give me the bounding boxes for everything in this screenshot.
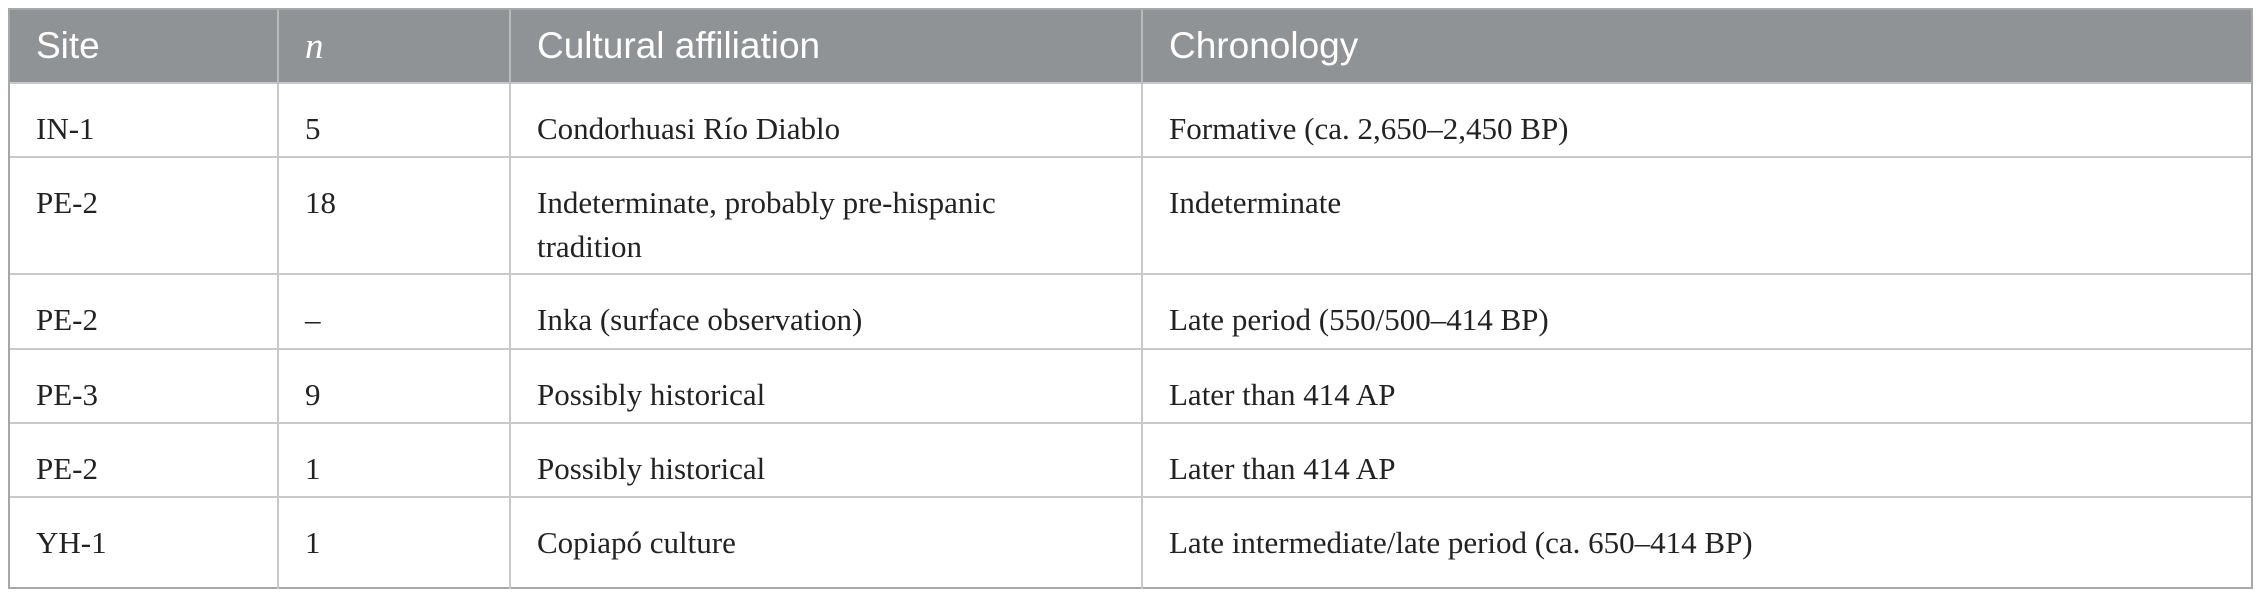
cell-n: 18: [278, 157, 510, 274]
cell-cultural: Condorhuasi Río Diablo: [510, 83, 1142, 157]
table-row: [10, 274, 2251, 349]
data-table-container: [8, 8, 2253, 589]
cell-site: IN-1: [10, 83, 278, 157]
cell-chronology: Late period (550/500–414 BP): [1142, 274, 2251, 349]
table-row: [10, 83, 2251, 157]
cell-chronology: Later than 414 AP: [1142, 423, 2251, 497]
cell-n: 1: [278, 423, 510, 497]
cell-cultural: Inka (surface observation): [510, 274, 1142, 349]
cell-chronology: Indeterminate: [1142, 157, 2251, 274]
cell-site: PE-2: [10, 157, 278, 274]
cell-cultural: Indeterminate, probably pre-hispanic tradition: [510, 157, 1142, 274]
header-cultural-affiliation: Cultural affiliation: [510, 10, 1142, 83]
table-row: [10, 349, 2251, 423]
table-row: [10, 497, 2251, 589]
cell-n: –: [278, 274, 510, 349]
header-chronology: Chronology: [1142, 10, 2251, 83]
cell-site: PE-2: [10, 274, 278, 349]
cell-chronology: Later than 414 AP: [1142, 349, 2251, 423]
header-row: [10, 10, 2251, 83]
cell-site: PE-2: [10, 423, 278, 497]
cell-cultural: Possibly historical: [510, 423, 1142, 497]
cell-n: 1: [278, 497, 510, 589]
header-n: n: [278, 10, 510, 83]
table-row: [10, 423, 2251, 497]
cell-chronology: Late intermediate/late period (ca. 650–414 BP): [1142, 497, 2251, 589]
header-site: Site: [36, 25, 100, 66]
cell-n: 9: [278, 349, 510, 423]
cell-cultural: Copiapó culture: [510, 497, 1142, 589]
cell-site: PE-3: [10, 349, 278, 423]
data-table: [10, 10, 2251, 589]
cell-chronology: Formative (ca. 2,650–2,450 BP): [1142, 83, 2251, 157]
cell-n: 5: [278, 83, 510, 157]
cell-cultural: Possibly historical: [510, 349, 1142, 423]
table-row: [10, 157, 2251, 274]
cell-site: YH-1: [10, 497, 278, 589]
